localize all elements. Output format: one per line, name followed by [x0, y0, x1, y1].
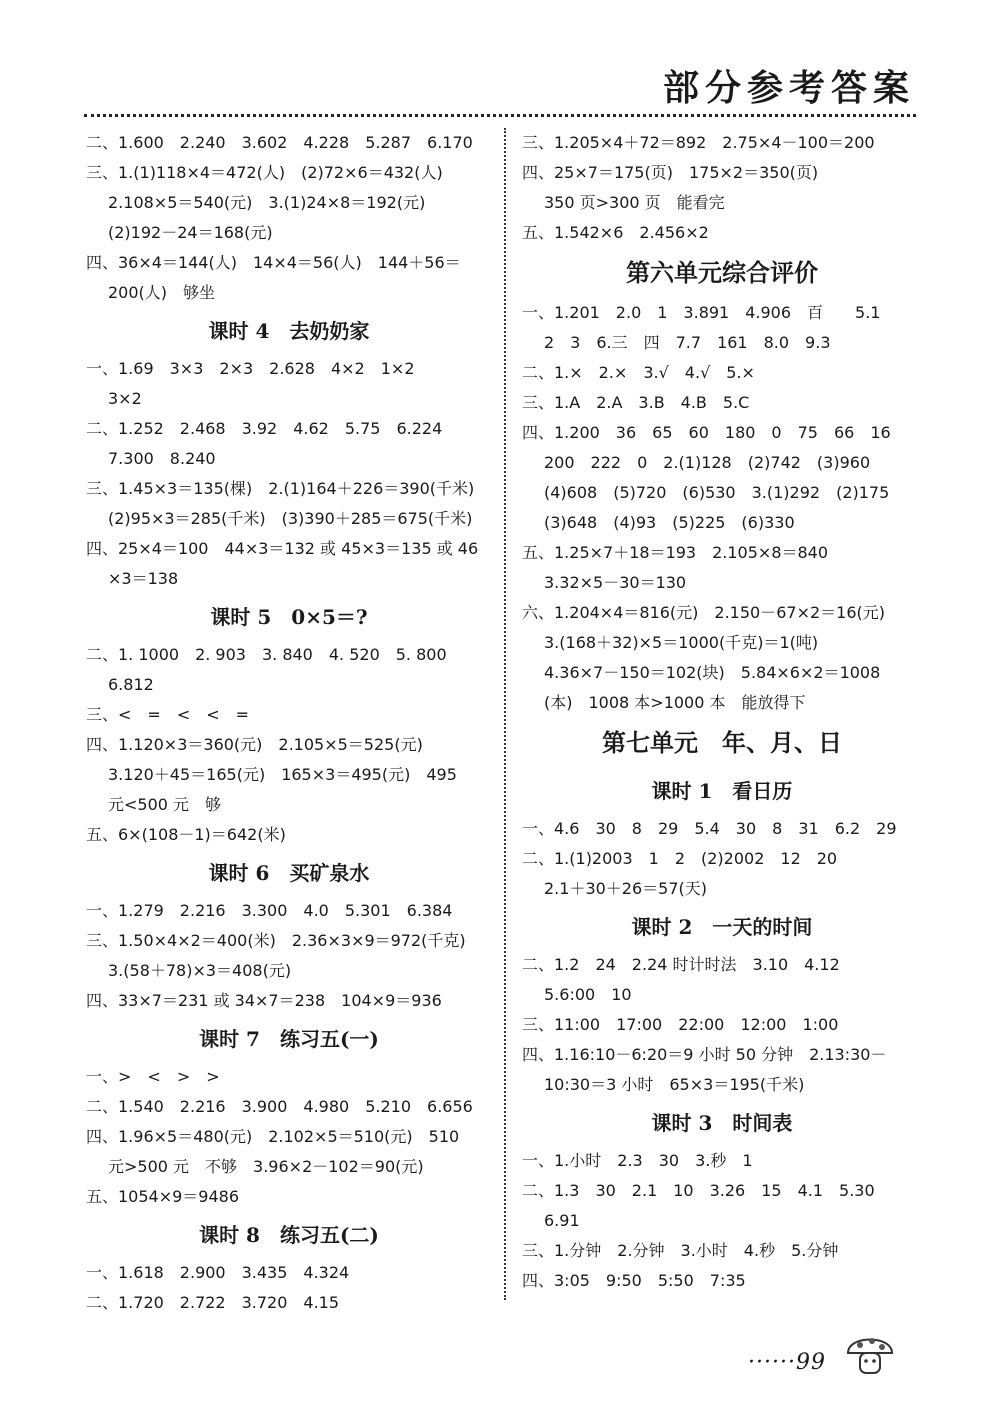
right-answer-line: 200 222 0 2.(1)128 (2)742 (3)960 [544, 453, 871, 472]
left-answer-line: 200(人) 够坐 [108, 283, 216, 302]
right-answer-line: (4)608 (5)720 (6)530 3.(1)292 (2)175 [544, 483, 890, 502]
right-answer-line: 四、1.16:10－6:20＝9 小时 50 分钟 2.13:30－ [522, 1045, 887, 1064]
right-answer-line: 三、1.205×4＋72＝892 2.75×4－100＝200 [522, 133, 875, 152]
left-answer-line: 元<500 元 够 [108, 795, 222, 814]
right-answer-line: 二、1.(1)2003 1 2 (2)2002 12 20 [522, 849, 838, 868]
right-answer-line: 四、1.200 36 65 60 180 0 75 66 16 [522, 423, 891, 442]
left-answer-line: 五、1054×9＝9486 [86, 1187, 240, 1206]
left-answer-line: 一、1.618 2.900 3.435 4.324 [86, 1263, 350, 1282]
right-answer-line: 10:30＝3 小时 65×3＝195(千米) [544, 1075, 805, 1094]
left-answer-line: 一、1.69 3×3 2×3 2.628 4×2 1×2 [86, 359, 415, 378]
left-answer-line: (2)192－24＝168(元) [108, 223, 273, 242]
page-footer [748, 1350, 826, 1375]
left-answer-line: 二、1.540 2.216 3.900 4.980 5.210 6.656 [86, 1097, 473, 1116]
left-answer-line: 6.812 [108, 675, 154, 694]
right-answer-line: 三、1.A 2.A 3.B 4.B 5.C [522, 393, 750, 412]
right-answer-line: 3.32×5－30＝130 [544, 573, 687, 592]
right-answer-line: 三、11:00 17:00 22:00 12:00 1:00 [522, 1015, 839, 1034]
left-answer-line: 三、1.(1)118×4＝472(人) (2)72×6＝432(人) [86, 163, 443, 182]
right-answer-line: 四、25×7＝175(页) 175×2＝350(页) [522, 163, 819, 182]
footer-leader-dots: ······ [748, 1350, 796, 1375]
right-answer-line: 2.1＋30＋26＝57(天) [544, 879, 708, 898]
left-section-heading: 课时 4 去奶奶家 [208, 319, 370, 343]
right-answer-line: 350 页>300 页 能看完 [544, 193, 725, 212]
left-answer-line: 元>500 元 不够 3.96×2－102＝90(元) [108, 1157, 424, 1176]
left-answer-line: 四、1.120×3＝360(元) 2.105×5＝525(元) [86, 735, 423, 754]
right-answer-line: 4.36×7－150＝102(块) 5.84×6×2＝1008 [544, 663, 881, 682]
left-section-heading: 课时 8 练习五(二) [199, 1223, 379, 1247]
answer-column-left [86, 128, 492, 1318]
left-section-heading: 课时 5 0×5＝? [210, 605, 368, 629]
left-answer-line: 二、1. 1000 2. 903 3. 840 4. 520 5. 800 [86, 645, 447, 664]
right-answer-line: 五、1.25×7＋18＝193 2.105×8＝840 [522, 543, 829, 562]
answer-column-right [522, 128, 922, 1296]
left-answer-line: (2)95×3＝285(千米) (3)390＋285＝675(千米) [108, 509, 473, 528]
right-unit-heading: 第六单元综合评价 [626, 258, 818, 287]
right-answer-line: 6.91 [544, 1211, 580, 1230]
left-answer-line: 二、1.600 2.240 3.602 4.228 5.287 6.170 [86, 133, 473, 152]
left-answer-line: 四、36×4＝144(人) 14×4＝56(人) 144＋56＝ [86, 253, 461, 272]
right-answer-line: 二、1.3 30 2.1 10 3.26 15 4.1 5.30 [522, 1181, 875, 1200]
left-answer-line: 3.(58＋78)×3＝408(元) [108, 961, 292, 980]
left-section-heading: 课时 6 买矿泉水 [208, 861, 370, 885]
left-answer-line: 一、1.279 2.216 3.300 4.0 5.301 6.384 [86, 901, 453, 920]
left-answer-line: 三、1.50×4×2＝400(米) 2.36×3×9＝972(千克) [86, 931, 466, 950]
left-answer-line: 3×2 [108, 389, 142, 408]
right-answer-line: 5.6:00 10 [544, 985, 632, 1004]
right-section-heading: 课时 2 一天的时间 [631, 915, 813, 939]
left-answer-line: 二、1.252 2.468 3.92 4.62 5.75 6.224 [86, 419, 443, 438]
left-answer-line: 四、33×7＝231 或 34×7＝238 104×9＝936 [86, 991, 442, 1010]
left-answer-line: 2.108×5＝540(元) 3.(1)24×8＝192(元) [108, 193, 426, 212]
right-answer-line: 二、1.2 24 2.24 时计时法 3.10 4.12 [522, 955, 840, 974]
left-answer-line: ×3＝138 [108, 569, 179, 588]
right-answer-line: (本) 1008 本>1000 本 能放得下 [544, 693, 806, 712]
right-answer-line: 五、1.542×6 2.456×2 [522, 223, 709, 242]
right-section-heading: 课时 1 看日历 [651, 779, 793, 803]
left-answer-line: 三、1.45×3＝135(棵) 2.(1)164＋226＝390(千米) [86, 479, 475, 498]
right-answer-line: 3.(168＋32)×5＝1000(千克)＝1(吨) [544, 633, 819, 652]
left-answer-line: 四、1.96×5＝480(元) 2.102×5＝510(元) 510 [86, 1127, 460, 1146]
right-answer-line: 一、1.小时 2.3 30 3.秒 1 [522, 1151, 753, 1170]
right-unit-heading: 第七单元 年、月、日 [602, 728, 842, 757]
left-answer-line: 3.120＋45＝165(元) 165×3＝495(元) 495 [108, 765, 457, 784]
right-answer-line: 一、4.6 30 8 29 5.4 30 8 31 6.2 29 [522, 819, 897, 838]
right-answer-line: 三、1.分钟 2.分钟 3.小时 4.秒 5.分钟 [522, 1241, 839, 1260]
right-answer-line: 2 3 6.三 四 7.7 161 8.0 9.3 [544, 333, 831, 352]
left-answer-line: 一、> < > > [86, 1067, 220, 1086]
right-answer-line: 六、1.204×4＝816(元) 2.150－67×2＝16(元) [522, 603, 886, 622]
right-answer-line: 四、3:05 9:50 5:50 7:35 [522, 1271, 746, 1290]
header-dotted-rule [84, 114, 916, 117]
left-answer-line: 五、6×(108－1)＝642(米) [86, 825, 286, 844]
right-answer-line: 一、1.201 2.0 1 3.891 4.906 百 5.1 [522, 303, 881, 322]
left-answer-line: 四、25×4＝100 44×3＝132 或 45×3＝135 或 46 [86, 539, 479, 558]
page-number: 99 [795, 1350, 826, 1375]
mushroom-mascot-icon [842, 1325, 898, 1381]
left-section-heading: 课时 7 练习五(一) [199, 1027, 379, 1051]
column-divider [504, 128, 506, 1300]
left-answer-line: 二、1.720 2.722 3.720 4.15 [86, 1293, 340, 1312]
left-answer-line: 三、< = < < = [86, 705, 250, 724]
left-answer-line: 7.300 8.240 [108, 449, 216, 468]
right-section-heading: 课时 3 时间表 [651, 1111, 793, 1135]
right-answer-line: 二、1.× 2.× 3.√ 4.√ 5.× [522, 363, 755, 382]
page-header-title: 部分参考答案 [662, 67, 915, 109]
right-answer-line: (3)648 (4)93 (5)225 (6)330 [544, 513, 795, 532]
